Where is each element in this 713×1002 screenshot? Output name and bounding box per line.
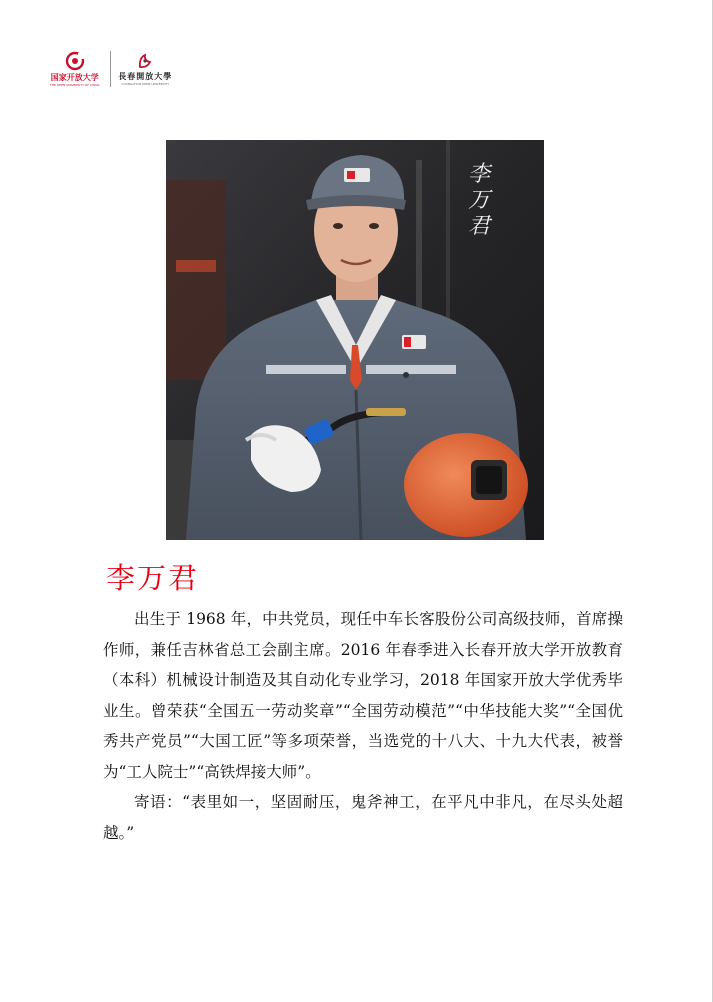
changchun-name: 長春開放大學 [118, 71, 173, 81]
ouc-name: 国家开放大学 [50, 73, 99, 82]
changchun-emblem-icon [136, 52, 154, 70]
ouc-emblem-icon [64, 51, 86, 71]
profile-bio: 出生于 1968 年，中共党员，现任中车长客股份公司高级技师，首席操作师，兼任吉林省总工会副主席。2016 年春季进入长春开放大学开放教育（本科）机械设计制造及其自动化专业学习，2018 年国家开放大学优秀毕业生。曾荣获“全国五一劳动奖章”“全国劳动模范”“中华技能大奖”“全国优秀共产党员”“大国工匠”等多项荣誉，当选党的十八大、十九大代表，被誉为“工人院士”“高铁焊接大师”。 [103, 610, 623, 781]
header-logos [42, 47, 178, 91]
ouc-logo [42, 51, 108, 87]
changchun-subtitle: CHANGCHUN OPEN UNIVERSITY [121, 82, 170, 86]
logo-divider [110, 51, 111, 87]
profile-name: 李万君 [106, 561, 200, 595]
ouc-subtitle: THE OPEN UNIVERSITY OF CHINA [49, 83, 100, 87]
photo-signature: 李万君 [467, 162, 490, 239]
changchun-logo [113, 52, 179, 86]
portrait-photo [166, 140, 544, 540]
profile-motto: 寄语：“表里如一，坚固耐压，鬼斧神工，在平凡中非凡，在尽头处超越。” [103, 793, 623, 842]
profile-body [103, 604, 623, 848]
